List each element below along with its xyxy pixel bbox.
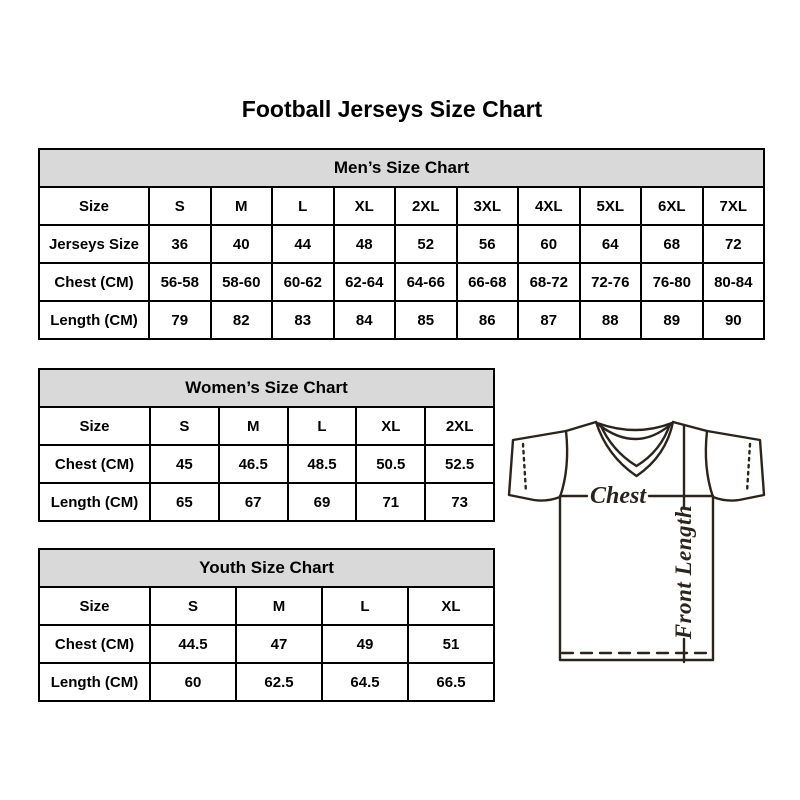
value-cell: L (272, 187, 334, 225)
value-cell: 3XL (457, 187, 519, 225)
value-cell: 45 (150, 445, 219, 483)
row-header-cell: Chest (CM) (39, 445, 150, 483)
value-cell: 48.5 (288, 445, 357, 483)
mens-size-chart-table (38, 148, 765, 340)
value-cell: 68 (641, 225, 703, 263)
value-cell: M (219, 407, 288, 445)
value-cell: 69 (288, 483, 357, 521)
table-row (39, 263, 764, 301)
page-title: Football Jerseys Size Chart (241, 96, 543, 122)
row-header-cell: Length (CM) (39, 301, 149, 339)
value-cell: 72 (703, 225, 765, 263)
left-cuff-stitch-line (523, 444, 526, 492)
value-cell: 65 (150, 483, 219, 521)
table-row (39, 301, 764, 339)
table-title-row (39, 369, 494, 407)
value-cell: 67 (219, 483, 288, 521)
value-cell: 36 (149, 225, 211, 263)
value-cell: 48 (334, 225, 396, 263)
value-cell: S (150, 587, 236, 625)
value-cell: 79 (149, 301, 211, 339)
value-cell: 2XL (425, 407, 494, 445)
jersey-right-sleeve (673, 422, 764, 501)
value-cell: 7XL (703, 187, 765, 225)
value-cell: 60 (518, 225, 580, 263)
table-row (39, 445, 494, 483)
jersey-diagram (503, 413, 771, 667)
value-cell: 90 (703, 301, 765, 339)
value-cell: 68-72 (518, 263, 580, 301)
row-header-cell: Size (39, 587, 150, 625)
value-cell: 62.5 (236, 663, 322, 701)
value-cell: 72-76 (580, 263, 642, 301)
value-cell: 56 (457, 225, 519, 263)
jersey-right-armhole-seam (706, 431, 713, 497)
value-cell: L (288, 407, 357, 445)
value-cell: 56-58 (149, 263, 211, 301)
value-cell: 64 (580, 225, 642, 263)
value-cell: 6XL (641, 187, 703, 225)
value-cell: S (149, 187, 211, 225)
value-cell: 60-62 (272, 263, 334, 301)
row-header-cell: Length (CM) (39, 483, 150, 521)
value-cell: 46.5 (219, 445, 288, 483)
value-cell: 47 (236, 625, 322, 663)
value-cell: 66.5 (408, 663, 494, 701)
value-cell: 71 (356, 483, 425, 521)
table-row (39, 225, 764, 263)
value-cell: XL (408, 587, 494, 625)
table-row (39, 483, 494, 521)
value-cell: 49 (322, 625, 408, 663)
womens-size-chart-table (38, 368, 495, 522)
value-cell: 4XL (518, 187, 580, 225)
table-title: Women’s Size Chart (39, 369, 494, 407)
value-cell: 52.5 (425, 445, 494, 483)
jersey-left-sleeve (509, 422, 596, 501)
value-cell: 60 (150, 663, 236, 701)
value-cell: 64.5 (322, 663, 408, 701)
value-cell: 5XL (580, 187, 642, 225)
jersey-left-armhole-seam (560, 431, 567, 497)
value-cell: M (211, 187, 273, 225)
jersey-collar-back-arc (597, 423, 672, 430)
value-cell: 83 (272, 301, 334, 339)
table-row (39, 187, 764, 225)
table-title: Youth Size Chart (39, 549, 494, 587)
chest-label: Chest (589, 483, 647, 509)
value-cell: 80-84 (703, 263, 765, 301)
row-header-cell: Chest (CM) (39, 625, 150, 663)
value-cell: 44 (272, 225, 334, 263)
right-cuff-stitch-line (747, 444, 750, 492)
value-cell: 82 (211, 301, 273, 339)
value-cell: XL (356, 407, 425, 445)
value-cell: 62-64 (334, 263, 396, 301)
value-cell: 89 (641, 301, 703, 339)
table-row (39, 663, 494, 701)
value-cell: 58-60 (211, 263, 273, 301)
value-cell: S (150, 407, 219, 445)
table-row (39, 625, 494, 663)
row-header-cell: Length (CM) (39, 663, 150, 701)
table-title-row (39, 549, 494, 587)
table-title-row (39, 149, 764, 187)
value-cell: 64-66 (395, 263, 457, 301)
value-cell: 84 (334, 301, 396, 339)
value-cell: 2XL (395, 187, 457, 225)
table-row (39, 587, 494, 625)
row-header-cell: Chest (CM) (39, 263, 149, 301)
value-cell: XL (334, 187, 396, 225)
value-cell: 51 (408, 625, 494, 663)
value-cell: 86 (457, 301, 519, 339)
youth-size-chart-table (38, 548, 495, 702)
row-header-cell: Size (39, 407, 150, 445)
value-cell: 52 (395, 225, 457, 263)
value-cell: 44.5 (150, 625, 236, 663)
value-cell: 50.5 (356, 445, 425, 483)
row-header-cell: Size (39, 187, 149, 225)
value-cell: 85 (395, 301, 457, 339)
table-row (39, 407, 494, 445)
value-cell: 40 (211, 225, 273, 263)
value-cell: 66-68 (457, 263, 519, 301)
value-cell: 73 (425, 483, 494, 521)
value-cell: 76-80 (641, 263, 703, 301)
front-length-label: Front Length (671, 504, 696, 640)
value-cell: 87 (518, 301, 580, 339)
value-cell: L (322, 587, 408, 625)
table-title: Men’s Size Chart (39, 149, 764, 187)
value-cell: 88 (580, 301, 642, 339)
value-cell: M (236, 587, 322, 625)
row-header-cell: Jerseys Size (39, 225, 149, 263)
